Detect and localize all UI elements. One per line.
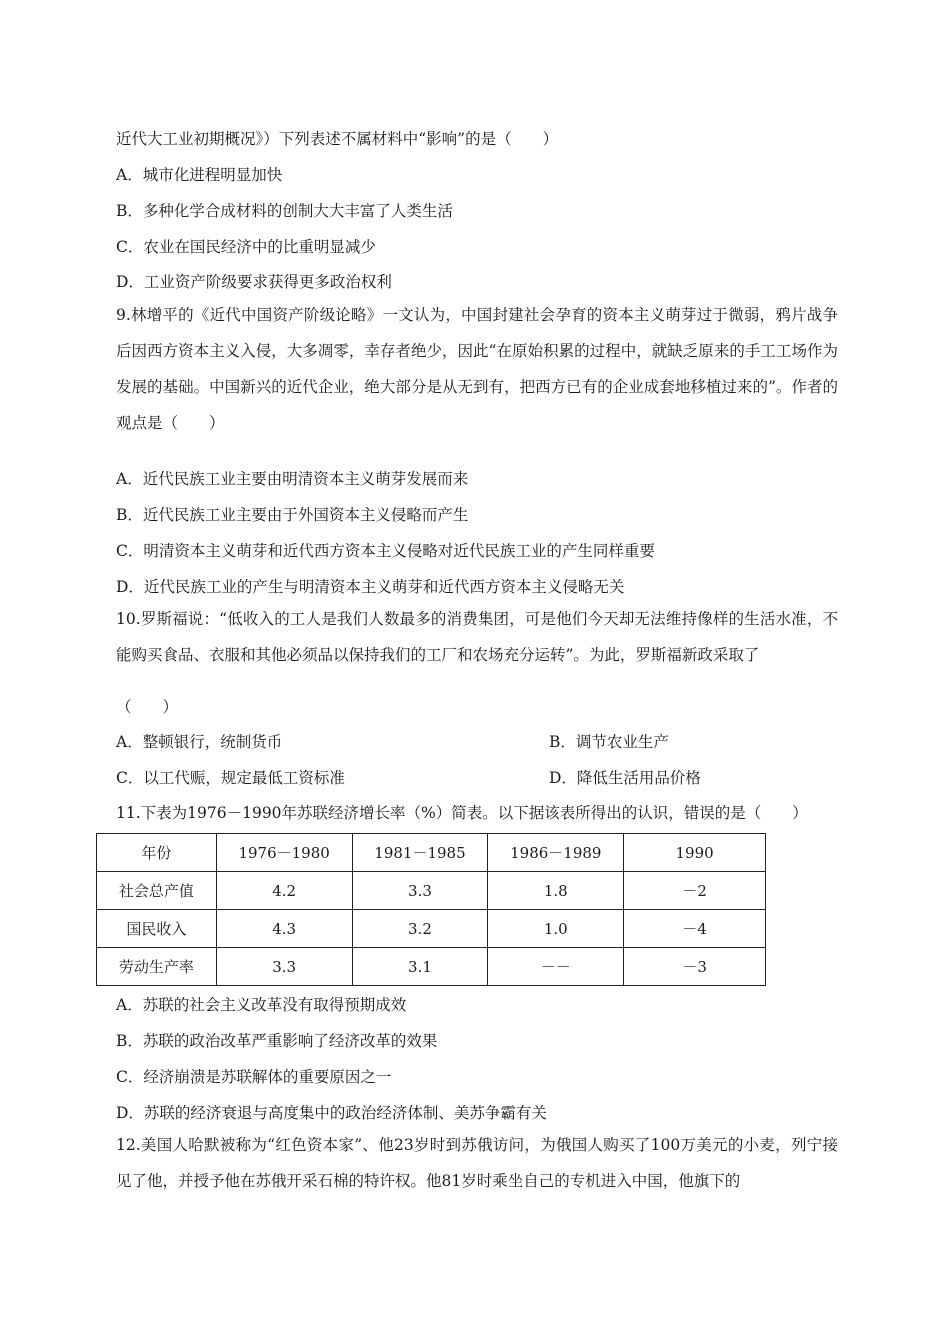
table-cell: －3 [624,948,766,986]
q10-answer-paren: （ ） [116,698,179,716]
table-header-cell: 1976－1980 [216,834,352,872]
table-cell: －4 [624,910,766,948]
q10-option-c: C．以工代赈，规定最低工资标准 [116,769,345,787]
table-row-label: 劳动生产率 [97,948,217,986]
table-header-cell: 年份 [97,834,217,872]
table-header-cell: 1990 [624,834,766,872]
table-cell: 3.3 [352,872,488,910]
q10-option-d: D．降低生活用品价格 [549,769,701,787]
table-header-cell: 1981－1985 [352,834,488,872]
table-cell: 3.1 [352,948,488,986]
table-cell: 1.0 [488,910,624,948]
table-header-row [97,834,766,872]
q9-option-d: D．近代民族工业的产生与明清资本主义萌芽和近代西方资本主义侵略无关 [116,578,625,596]
table-cell: 4.2 [216,872,352,910]
q11-option-c: C．经济崩溃是苏联解体的重要原因之一 [116,1068,392,1086]
q8-option-b: B．多种化学合成材料的创制大大丰富了人类生活 [116,202,453,220]
q8-stem-tail: 近代大工业初期概况》）下列表述不属材料中“影响”的是（ ） [116,130,559,148]
q8-option-a: A．城市化进程明显加快 [116,166,283,184]
table-row [97,872,766,910]
table-cell: －－ [488,948,624,986]
q11-option-a: A．苏联的社会主义改革没有取得预期成效 [116,996,407,1014]
q10-option-a: A．整顿银行，统制货币 [116,733,283,751]
table-row [97,948,766,986]
q9-option-c: C．明清资本主义萌芽和近代西方资本主义侵略对近代民族工业的产生同样重要 [116,542,655,560]
q9-stem: 9.林增平的《近代中国资产阶级论略》一文认为，中国封建社会孕育的资本主义萌芽过于微弱，鸦片战争后因西方资本主义入侵，大多凋零，幸存者绝少，因此“在原始积累的过程中，就缺乏原来的手工工场作为发展的基础。中国新兴的近代企业，绝大部分是从无到有，把西方已有的企业成套地移植过来的”。作者的观点是（ ） [116,306,838,432]
table-row-label: 国民收入 [97,910,217,948]
q11-option-b: B．苏联的政治改革严重影响了经济改革的效果 [116,1032,438,1050]
table-header-cell: 1986－1989 [488,834,624,872]
q11-stem: 11.下表为1976－1990年苏联经济增长率（%）简表。以下据该表所得出的认识，错误的是（ ） [116,804,808,822]
table-cell: 4.3 [216,910,352,948]
table-row-label: 社会总产值 [97,872,217,910]
q8-option-c: C．农业在国民经济中的比重明显减少 [116,238,376,256]
q8-option-d: D．工业资产阶级要求获得更多政治权利 [116,273,392,291]
q12-stem: 12.美国人哈默被称为“红色资本家”、他23岁时到苏俄访问，为俄国人购买了100万美元的小麦，列宁接见了他，并授予他在苏俄开采石棉的特许权。他81岁时乘坐自己的专机进入中国，他旗下的 [116,1136,838,1190]
q9-option-b: B．近代民族工业主要由于外国资本主义侵略而产生 [116,506,469,524]
q9-option-a: A．近代民族工业主要由明清资本主义萌芽发展而来 [116,470,469,488]
table-cell: －2 [624,872,766,910]
table-cell: 3.3 [216,948,352,986]
q10-option-b: B．调节农业生产 [549,733,669,751]
q11-option-d: D．苏联的经济衰退与高度集中的政治经济体制、美苏争霸有关 [116,1104,547,1122]
soviet-growth-table [96,833,766,986]
q10-stem: 10.罗斯福说：“低收入的工人是我们人数最多的消费集团，可是他们今天却无法维持像样的生活水准，不能购买食品、衣服和其他必须品以保持我们的工厂和农场充分运转”。为此，罗斯福新政采取了 [116,610,838,664]
table-cell: 1.8 [488,872,624,910]
table-cell: 3.2 [352,910,488,948]
table-row [97,910,766,948]
